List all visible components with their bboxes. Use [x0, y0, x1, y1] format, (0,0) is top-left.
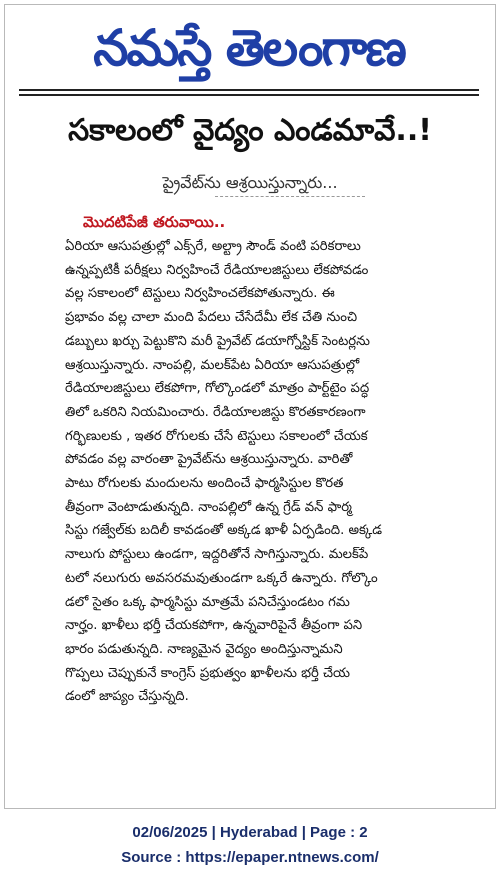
article-body-line: టలో నలుగురు అవసరమవుతుండగా ఒక్కరే ఉన్నారు. గోల్కొం: [65, 570, 378, 586]
article-body-line: గొప్పలు చెప్పుకునే కాంగ్రెస్ ప్రభుత్వం ఖాళీలను భర్తీ చేయ: [65, 665, 350, 681]
article-body-line: వల్ల సకాలంలో టెస్టులు నిర్వహించలేకపోతున్నారు. ఈ: [65, 286, 335, 302]
article-body-line: ఆశ్రయిస్తున్నారు. నాంపల్లి, మలక్‌పేట ఏరియా ఆసుపత్రుల్లో: [65, 357, 360, 373]
article-body-line: తిలో ఒకరిని నియమించారు. రేడియాలజిస్టు కొరతకారణంగా: [65, 404, 366, 420]
article-body-line: రేడియాలజిస్టులు లేకపోగా, గోల్కొండలో మాత్రం పార్ట్‌టైం పద్ధ: [65, 381, 370, 397]
subheadline-underline: [215, 196, 365, 197]
article-body-line: డంలో జాప్యం చేస్తున్నది.: [65, 689, 189, 705]
article-body-line: గర్భిణులకు , ఇతర రోగులకు చేసే టెస్టులు సకాలంలో చేయక: [65, 428, 368, 444]
article-body-line: పాటు రోగులకు మందులను అందించే ఫార్మసిస్టుల కొరత: [65, 476, 344, 492]
article-body-line: సిస్టు గజ్వేల్‌కు బదిలీ కావడంతో అక్కడ ఖాళీ ఏర్పడింది. అక్కడ: [65, 523, 383, 539]
article-body-line: నాలుగు పోస్టులు ఉండగా, ఇద్దరితోనే సాగిస్తున్నారు. మలక్‌పే: [65, 547, 369, 563]
article-body-line: భారం పడుతున్నది. నాణ్యమైన వైద్యం అందిస్తున్నామని: [65, 641, 343, 657]
masthead-rule-bottom: [19, 94, 479, 96]
masthead-rule-top: [19, 89, 479, 91]
continuation-kicker: మొదటిపేజీ తరువాయి..: [83, 213, 226, 231]
footer-source-line: Source : https://epaper.ntnews.com/: [121, 849, 379, 866]
article-subheadline: ప్రైవేట్‌ను ఆశ్రయిస్తున్నారు...: [162, 173, 338, 192]
footer-date-line: 02/06/2025 | Hyderabad | Page : 2: [132, 824, 368, 841]
article-body-line: డబ్బులు ఖర్చు పెట్టుకొని మరీ ప్రైవేట్ డయాగ్నోస్టిక్ సెంటర్లను: [65, 333, 370, 349]
article-body-line: ప్రభావం వల్ల చాలా మంది పేదలు చేసేదేమీ లేక చేతి నుంచి: [65, 310, 358, 326]
article-body-line: తీవ్రంగా వెంటాడుతున్నది. నాంపల్లిలో ఉన్న గ్రేడ్ వన్ ఫార్మ: [65, 499, 352, 515]
cut-off-next-line: [65, 805, 485, 809]
newspaper-masthead: నమస్తే తెలంగాణ: [93, 19, 405, 77]
epaper-clipping: [4, 4, 496, 809]
article-headline: సకాలంలో వైద్యం ఎండమావే..!: [68, 113, 432, 148]
article-body-line: ఉన్నప్పటికీ పరీక్షలు నిర్వహించే రేడియాలజిస్టులు లేకపోవడం: [65, 262, 369, 278]
article-body-line: డలో సైతం ఒక్క ఫార్మసిస్టు మాత్రమే పనిచేస్తుండటం గమ: [65, 594, 350, 610]
article-body-line: ఏరియా ఆసుపత్రుల్లో ఎక్స్‌రే, అల్ట్రా సౌండ్ వంటి పరికరాలు: [65, 239, 361, 254]
article-body-line: పోవడం వల్ల వారంతా ప్రైవేట్‌ను ఆశ్రయిస్తున్నారు. వారితో: [65, 452, 353, 468]
article-body-line: నార్హం. ఖాళీలు భర్తీ చేయకపోగా, ఉన్నవారిపైనే తీవ్రంగా పని: [65, 618, 363, 634]
article-body: [65, 235, 485, 795]
